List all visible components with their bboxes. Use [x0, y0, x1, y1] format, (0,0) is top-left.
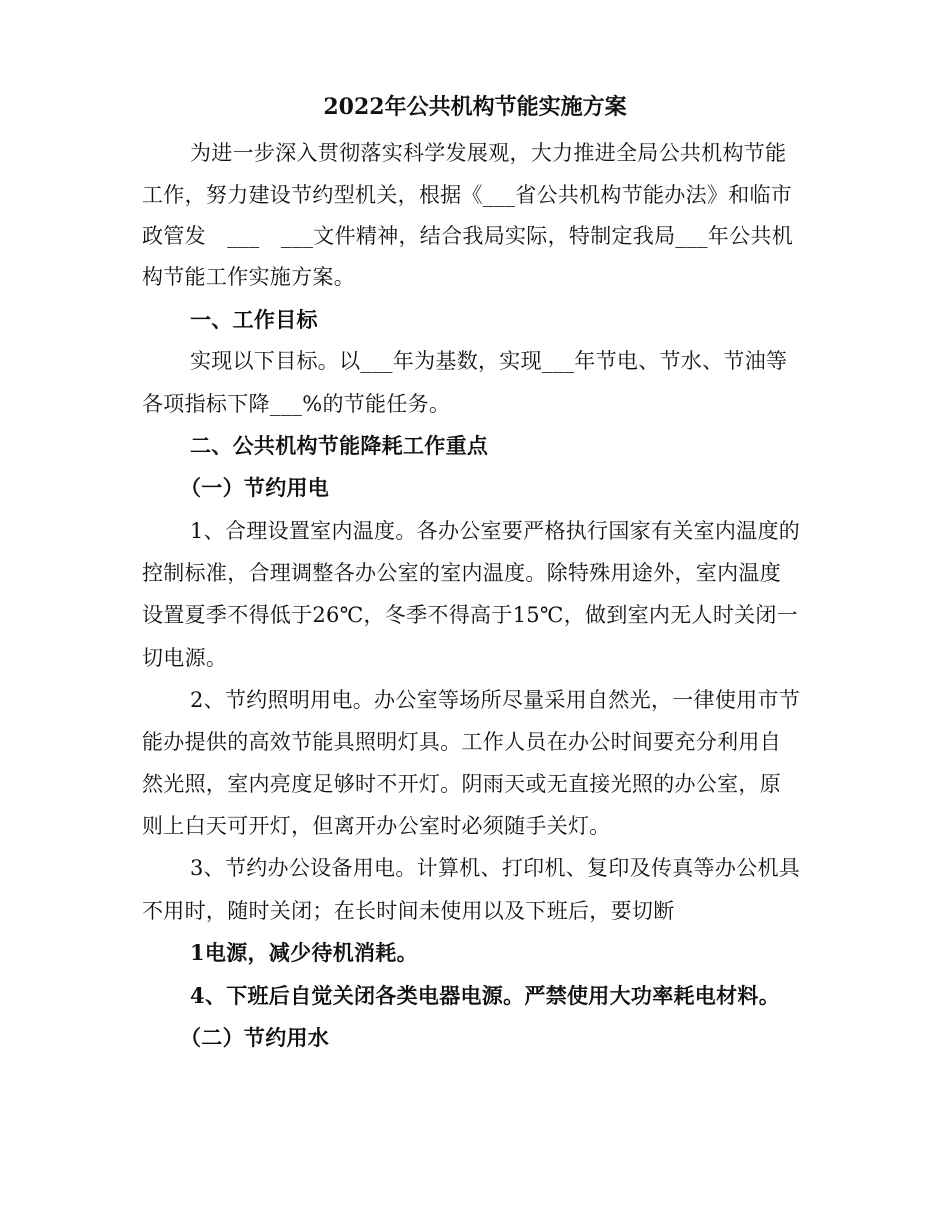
document-title: 2022年公共机构节能实施方案 [323, 94, 627, 120]
subsection2-heading: （二）节约用水 [180, 1025, 330, 1050]
item2-line-3: 然光照，室内亮度足够时不开灯。阴雨天或无直接光照的办公室，原 [142, 772, 781, 796]
intro-line-2: 工作，努力建设节约型机关，根据《___省公共机构节能办法》和临市 [142, 183, 793, 207]
item1-line-2: 控制标准，合理调整各办公室的室内温度。除特殊用途外，室内温度 [142, 561, 781, 585]
section1-line-2: 各项指标下降___%的节能任务。 [142, 392, 451, 416]
section1-line-1: 实现以下目标。以___年为基数，实现___年节电、节水、节油等 [190, 349, 788, 373]
intro-line-1: 为进一步深入贯彻落实科学发展观，大力推进全局公共机构节能 [190, 141, 787, 165]
intro-line-4: 构节能工作实施方案。 [142, 265, 355, 289]
item3-line-2: 不用时，随时关闭；在长时间未使用以及下班后，要切断 [142, 899, 675, 923]
item3-line-1: 3、节约办公设备用电。计算机、打印机、复印及传真等办公机具 [190, 856, 801, 880]
section2-heading: 二、公共机构节能降耗工作重点 [190, 433, 489, 458]
item3-continuation: 1电源，减少待机消耗。 [190, 940, 418, 965]
section1-heading: 一、工作目标 [190, 307, 318, 332]
item2-line-4: 则上白天可开灯，但离开办公室时必须随手关灯。 [142, 814, 611, 838]
item1-line-3: 设置夏季不得低于26℃，冬季不得高于15℃，做到室内无人时关闭一 [142, 603, 799, 627]
item1-line-1: 1、合理设置室内温度。各办公室要严格执行国家有关室内温度的 [190, 519, 801, 543]
item2-line-2: 能办提供的高效节能具照明灯具。工作人员在办公时间要充分利用自 [142, 730, 781, 754]
item2-line-1: 2、节约照明用电。办公室等场所尽量采用自然光，一律使用市节 [190, 688, 801, 712]
intro-line-3: 政管发 ___ ___文件精神，结合我局实际，特制定我局___年公共机 [142, 224, 793, 248]
subsection1-heading: （一）节约用电 [180, 475, 330, 500]
item4-line: 4、下班后自觉关闭各类电器电源。严禁使用大功率耗电材料。 [190, 983, 781, 1008]
item1-line-4: 切电源。 [142, 646, 228, 670]
